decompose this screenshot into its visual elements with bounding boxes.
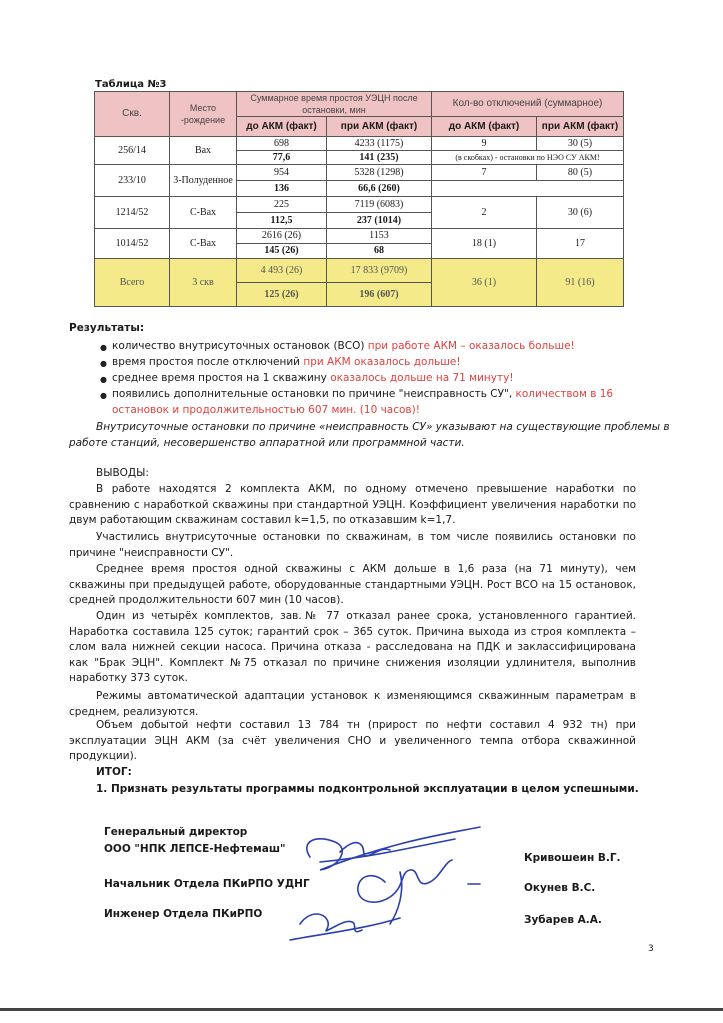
cell-shutdowns-with: 30 (6)	[537, 197, 624, 229]
results-note: работе станций, несовершенство аппаратной или программной части.	[69, 437, 465, 449]
summary-item: 1. Признать результаты программы подконтрольной эксплуатации в целом успешными.	[96, 783, 639, 795]
header-with-akm: при АКМ (факт)	[327, 117, 432, 137]
cell-avg-before: 112,5	[270, 214, 293, 226]
cell-shutdowns-with: 30 (5)	[537, 137, 624, 151]
total-avg-with: 196 (607)	[359, 288, 399, 300]
conclusion-paragraph: Участились внутрисуточные остановки по скважинам, в том числе появились остановки по причине "неисправности СУ".	[69, 531, 636, 559]
conclusion-paragraph: Один из четырёх комплектов, зав.№ 77 отказал ранее срока, установленного гарантией. Наработка составила 125 суток; гарантий срок – 365 суток. Причина выхода из строя комплекта – слом вала нижней секции насоса. Причина отказа - расследована на ПДК и заклассифицирована как "Брак ЭЦН". Комплект №75 отказал по причине снижения изоляции удлинителя, выполнив наработку 373 суток.	[69, 610, 636, 684]
cell-downtime-before: 698	[237, 137, 327, 151]
cell-downtime-with: 7119 (6083)	[327, 197, 432, 213]
total-downtime-with: 17 833 (9709)	[327, 259, 432, 283]
cell-downtime-before: 225	[237, 197, 327, 213]
downtime-table	[94, 91, 624, 307]
row-field: 3-Полуденное	[170, 165, 237, 197]
result-item: ● среднее время простоя на 1 скважину оказалось дольше на 71 минуту!	[112, 371, 514, 387]
cell-avg-with: 141 (235)	[359, 151, 399, 163]
cell-downtime-before: 2616 (26)	[237, 229, 327, 244]
cell-avg-with: 66,6 (260)	[358, 182, 400, 194]
row-well: 1014/52	[95, 229, 170, 259]
cell-shutdowns-before: 9	[432, 137, 537, 151]
row-well: 256/14	[95, 137, 170, 165]
cell-avg-before: 136	[274, 182, 289, 194]
row-field: Вах	[170, 137, 237, 165]
signatory-position: Генеральный директор	[104, 826, 248, 838]
handwritten-signatures	[280, 812, 510, 952]
cell-downtime-with: 4233 (1175)	[327, 137, 432, 151]
conclusion-paragraph: Режимы автоматической адаптации установок к изменяющимся скважинным параметрам в среднем, реализуются.	[69, 690, 636, 718]
cell-shutdowns-with: 17	[537, 229, 624, 259]
cell-shutdowns-before: 7	[432, 165, 537, 181]
signatory-name: Окунев В.С.	[524, 882, 596, 894]
cell-avg-with: 237 (1014)	[356, 214, 402, 226]
row-well: 1214/52	[95, 197, 170, 229]
signatory-name: Зубарев А.А.	[524, 914, 602, 926]
signatory-name: Кривошеин В.Г.	[524, 852, 621, 864]
result-item: ● появились дополнительные остановки по причине "неисправность СУ", количеством в 16	[112, 387, 613, 403]
header-before-akm: до АКМ (факт)	[432, 117, 537, 137]
conclusion-paragraph: Объем добытой нефти составил 13 784 тн (прирост по нефти составил 4 932 тн) при эксплуатации ЭЦН АКМ (за счёт увеличения СНО и увеличенного темпа отбора скважинной продукции).	[69, 719, 636, 762]
conclusions-title: ВЫВОДЫ:	[96, 467, 149, 479]
header-with-akm: при АКМ (факт)	[537, 117, 624, 137]
row-well: 233/10	[95, 165, 170, 197]
conclusion-paragraph: Среднее время простоя одной скважины с АКМ дольше в 1,6 раза (на 71 минуту), чем скважины при предыдущей работе, оборудованные стандартными УЭЦН. Рост ВСО на 15 остановок, средней продолжительности 607 мин (10 часов).	[69, 563, 636, 606]
cell-downtime-with: 5328 (1298)	[327, 165, 432, 181]
cell-downtime-before: 954	[237, 165, 327, 181]
table-note: (в скобках) - остановки по НЭО СУ АКМ!	[432, 151, 624, 165]
result-item-continuation: остановок и продолжительностью 607 мин. (10 часов)!	[112, 404, 420, 416]
results-title: Результаты:	[69, 322, 145, 334]
total-field: 3 скв	[170, 259, 237, 307]
total-label: Всего	[95, 259, 170, 307]
cell-avg-with: 68	[374, 245, 384, 256]
header-well: Скв.	[95, 92, 170, 137]
table-caption: Таблица №3	[95, 79, 167, 90]
result-item: ● количество внутрисуточных остановок (ВСО) при работе АКМ – оказалось больше!	[112, 339, 575, 355]
signatory-position: Инженер Отдела ПКиРПО	[104, 908, 263, 920]
header-field: Место -рождение	[170, 92, 237, 137]
signatory-position: ООО "НПК ЛЕПСЕ-Нефтемаш"	[104, 843, 286, 855]
row-field: С-Вах	[170, 197, 237, 229]
row-field: С-Вах	[170, 229, 237, 259]
cell-shutdowns-before: 2	[432, 197, 537, 229]
conclusion-paragraph: В работе находятся 2 комплекта АКМ, по одному отмечено превышение наработки по сравнению с наработкой скважины при стандартной УЭЦН. Коэффициент увеличения наработки по двум работающим скважинам составил k=1,5, по отказавшим k=1,7.	[69, 483, 636, 526]
header-downtime: Суммарное время простоя УЭЦН после остановки, мин	[237, 92, 432, 117]
total-shutdowns-with: 91 (16)	[537, 259, 624, 307]
page-number: 3	[648, 944, 654, 954]
cell-shutdowns-before: 18 (1)	[432, 229, 537, 259]
result-item: ● время простоя после отключений при АКМ оказалось дольше!	[112, 355, 461, 371]
cell-avg-before: 145 (26)	[264, 245, 299, 256]
header-shutdowns: Кол-во отключений (суммарное)	[432, 92, 624, 117]
cell-downtime-with: 1153	[327, 229, 432, 244]
summary-title: ИТОГ:	[96, 766, 132, 778]
signatory-position: Начальник Отдела ПКиРПО УДНГ	[104, 878, 310, 890]
total-downtime-before: 4 493 (26)	[237, 259, 327, 283]
total-shutdowns-before: 36 (1)	[432, 259, 537, 307]
cell-shutdowns-with: 80 (5)	[537, 165, 624, 181]
bottom-rule	[0, 1008, 723, 1011]
total-avg-before: 125 (26)	[264, 288, 299, 300]
results-note: Внутрисуточные остановки по причине «неисправность СУ» указывают на существующие проблемы в	[96, 421, 670, 433]
header-before-akm: до АКМ (факт)	[237, 117, 327, 137]
cell-avg-before: 77,6	[272, 151, 291, 163]
